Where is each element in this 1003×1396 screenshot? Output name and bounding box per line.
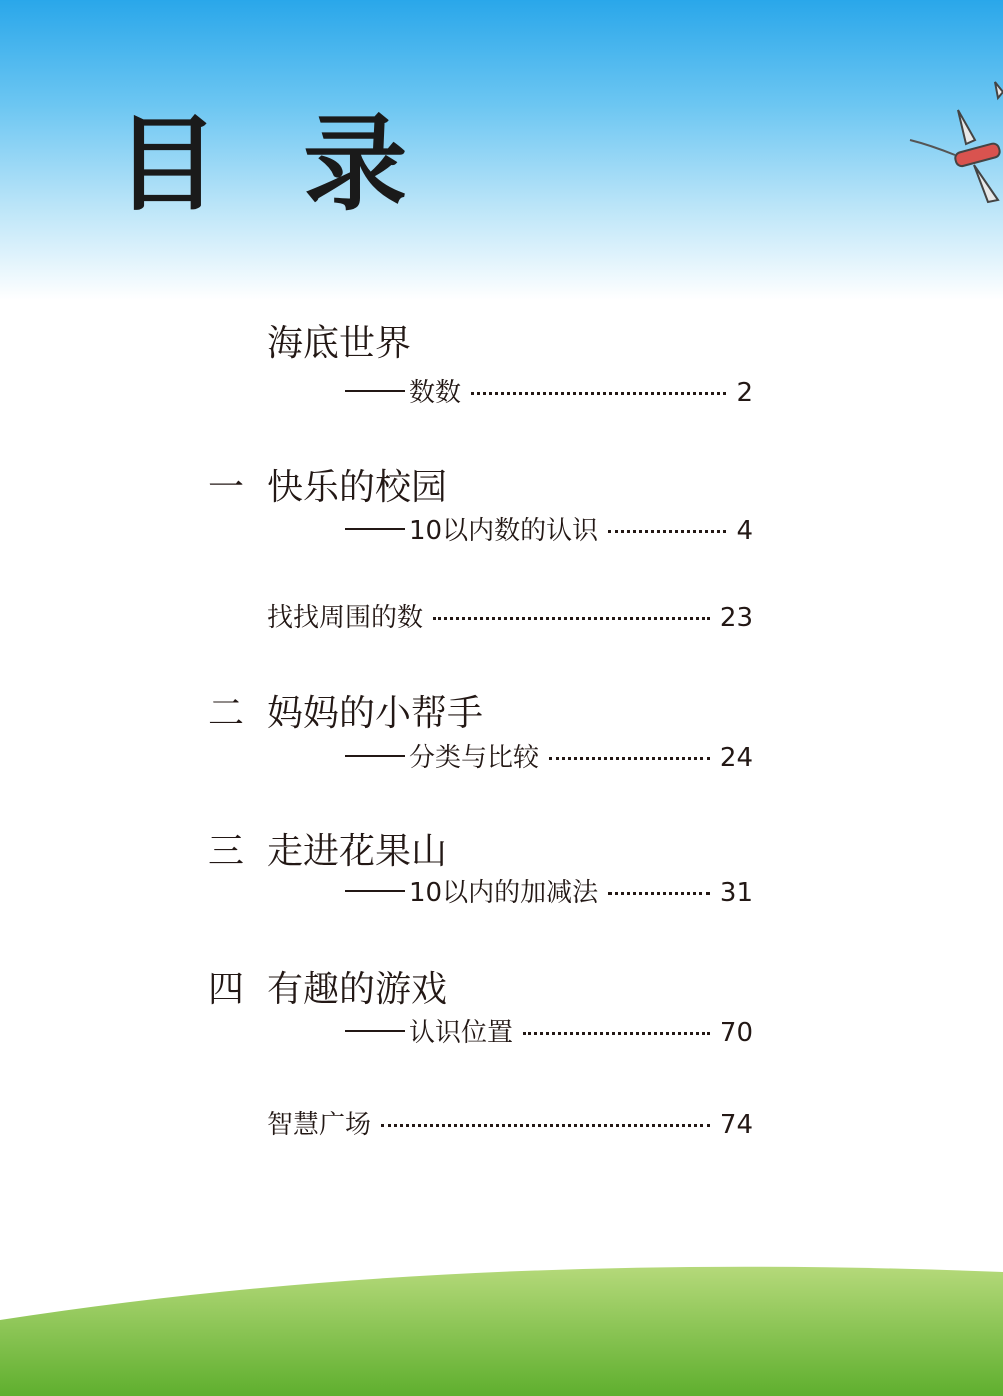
- toc-entry-subtitle-line[interactable]: [345, 1020, 753, 1046]
- toc-entry-subtitle-line[interactable]: [345, 380, 753, 406]
- toc-page-number: 23: [719, 603, 753, 633]
- chapter-number: 四: [208, 969, 245, 1010]
- toc-entry-subtitle-line[interactable]: [345, 880, 753, 906]
- toc-page-number: 31: [719, 878, 753, 908]
- toc-page-number: 74: [719, 1110, 753, 1140]
- em-dash: [345, 528, 405, 530]
- toc-entry-subtitle: 数数: [409, 378, 462, 408]
- toc-entry-subtitle-line[interactable]: [345, 745, 753, 771]
- toc-entry-title: 智慧广场: [267, 1110, 372, 1140]
- em-dash: [345, 390, 405, 392]
- toc-entry-title[interactable]: 海底世界: [267, 323, 412, 364]
- dot-leader: [549, 757, 710, 760]
- toc-entry-title[interactable]: 妈妈的小帮手: [267, 693, 484, 734]
- toc-entry-subtitle-line[interactable]: [345, 518, 753, 544]
- toc-page-number: 2: [736, 378, 753, 408]
- toc-entry-title[interactable]: 快乐的校园: [267, 467, 448, 508]
- chapter-number: 二: [208, 693, 245, 734]
- toc-entry-subtitle: 分类与比较: [409, 743, 540, 773]
- em-dash: [345, 1030, 405, 1032]
- dot-leader: [523, 1032, 710, 1035]
- toc-entry-title[interactable]: 走进花果山: [267, 831, 448, 872]
- toc-entry-line[interactable]: [267, 605, 753, 631]
- toc-page-number: 4: [736, 516, 753, 546]
- toc-entry-subtitle: 10以内的加减法: [409, 878, 599, 908]
- dot-leader: [433, 617, 710, 620]
- toc-entry-subtitle: 10以内数的认识: [409, 516, 599, 546]
- chapter-number: 三: [208, 831, 245, 872]
- toc-entry-line[interactable]: [267, 1112, 753, 1138]
- toc-entry-subtitle: 认识位置: [409, 1018, 514, 1048]
- toc-entry-title: 找找周围的数: [267, 603, 424, 633]
- dot-leader: [608, 530, 726, 533]
- dot-leader: [381, 1124, 710, 1127]
- grass-hill: [0, 1260, 1003, 1396]
- em-dash: [345, 890, 405, 892]
- dot-leader: [471, 392, 726, 395]
- toc-page-number: 70: [719, 1018, 753, 1048]
- page-title: 目 录: [115, 102, 432, 225]
- dot-leader: [608, 892, 710, 895]
- toc-page-number: 24: [719, 743, 753, 773]
- em-dash: [345, 755, 405, 757]
- chapter-number: 一: [208, 467, 245, 508]
- toc-entry-title[interactable]: 有趣的游戏: [267, 969, 448, 1010]
